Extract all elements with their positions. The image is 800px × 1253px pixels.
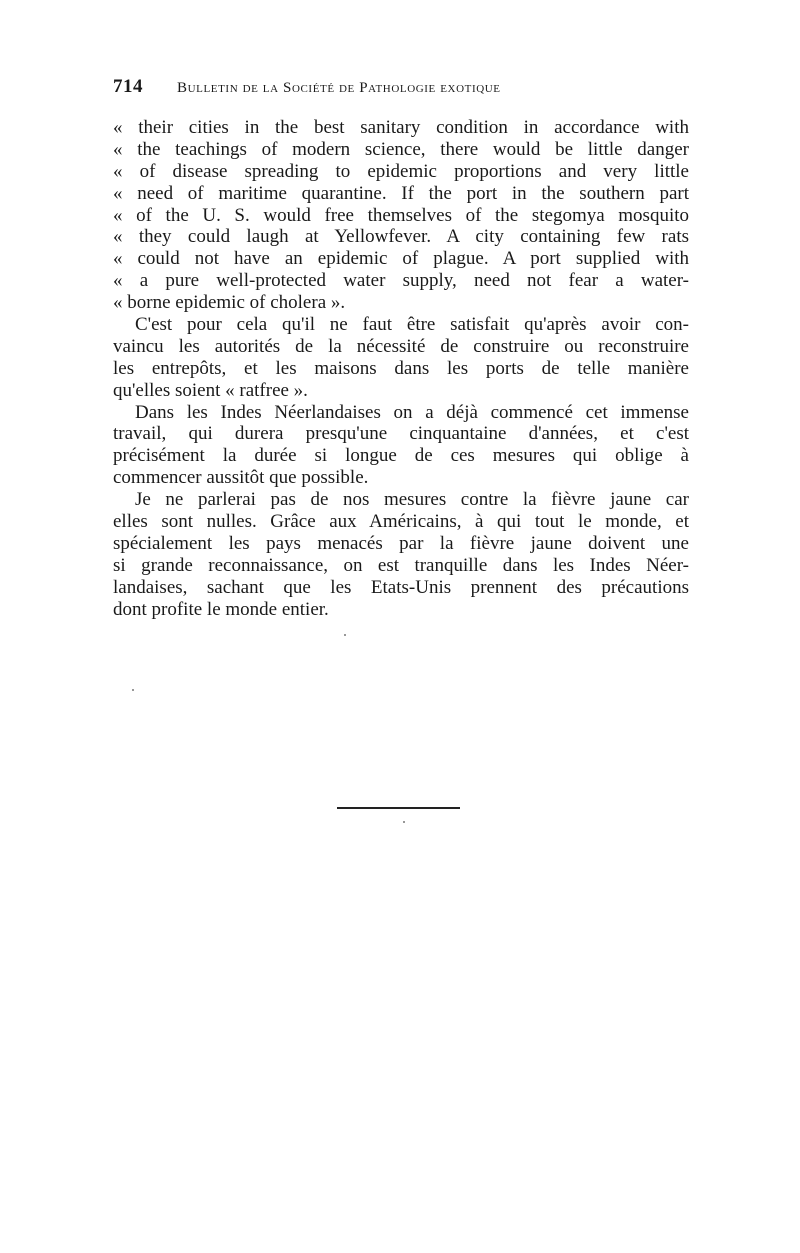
print-speck (344, 634, 346, 636)
paragraph-line: elles sont nulles. Grâce aux Américains, à qui tout le monde, et (113, 511, 689, 533)
paragraph-line: spécialement les pays menacés par la fièvre jaune doivent une (113, 532, 689, 554)
quote-line: « need of maritime quarantine. If the port in the southern part (113, 182, 689, 204)
end-rule (337, 807, 460, 809)
paragraph-line: dont profite le monde entier. (113, 598, 329, 620)
paragraph-line: landaises, sachant que les Etats-Unis prennent des précautions (113, 576, 689, 598)
paragraph-line: Je ne parlerai pas de nos mesures contre la fièvre jaune car (135, 489, 689, 511)
quote-line: « could not have an epidemic of plague. A port supplied with (113, 248, 689, 270)
quote-line: « a pure well-protected water supply, need not fear a water- (113, 270, 689, 292)
paragraph-line: vaincu les autorités de la nécessité de construire ou reconstruire (113, 335, 689, 357)
paragraph-line: si grande reconnaissance, on est tranquille dans les Indes Néer- (113, 554, 689, 576)
quote-line: « of disease spreading to epidemic proportions and very little (113, 160, 689, 182)
paragraph-line: qu'elles soient « ratfree ». (113, 379, 308, 401)
page-body (113, 117, 689, 620)
quote-line: « the teachings of modern science, there would be little danger (113, 138, 689, 160)
quote-line: « their cities in the best sanitary condition in accordance with (113, 117, 689, 138)
paragraph-line: C'est pour cela qu'il ne faut être satisfait qu'après avoir con- (135, 314, 689, 336)
paragraph-indes (113, 402, 689, 490)
paragraph-line: travail, qui durera presqu'une cinquantaine d'années, et c'est (113, 423, 689, 445)
quoted-passage (113, 117, 689, 314)
quote-line: « they could laugh at Yellowfever. A city containing few rats (113, 226, 689, 248)
quote-line: « of the U. S. would free themselves of the stegomya mosquito (113, 204, 689, 226)
paragraph-fievre-jaune (113, 489, 689, 620)
paragraph-line: les entrepôts, et les maisons dans les ports de telle manière (113, 357, 689, 379)
page-number: 714 (113, 76, 143, 97)
paragraph-ratfree (113, 314, 689, 402)
paragraph-line: commencer aussitôt que possible. (113, 467, 369, 489)
paragraph-line: Dans les Indes Néerlandaises on a déjà commencé cet immense (135, 401, 689, 423)
print-speck (403, 821, 405, 823)
running-header (113, 76, 689, 100)
running-title: Bulletin de la Société de Pathologie exotique (177, 80, 501, 96)
quote-line: « borne epidemic of cholera ». (113, 292, 346, 314)
print-speck (132, 689, 134, 691)
paragraph-line: précisément la durée si longue de ces mesures qui oblige à (113, 445, 689, 467)
